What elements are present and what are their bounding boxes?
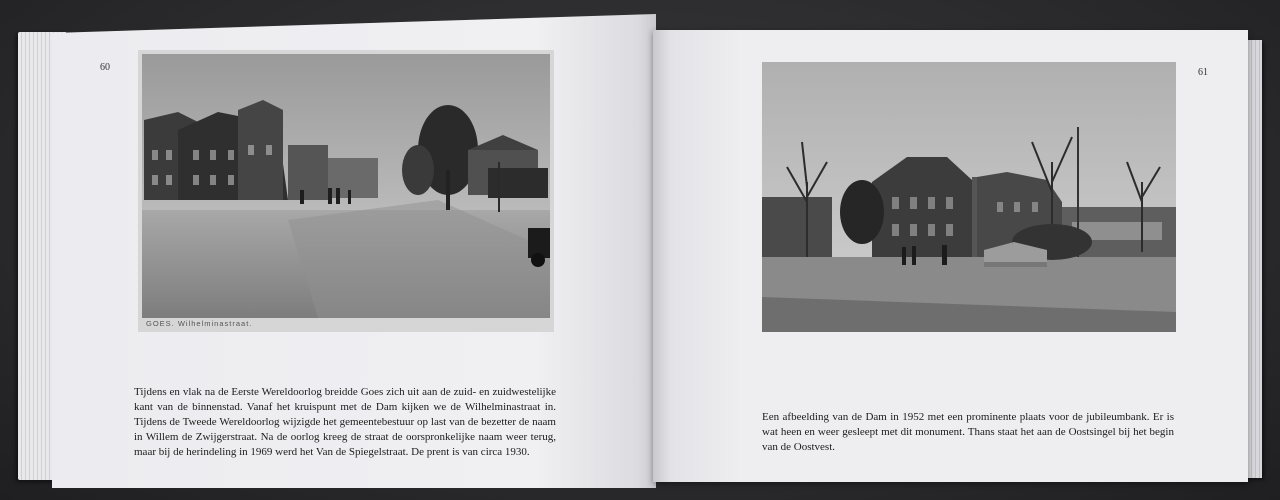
left-page-body-text: Tijdens en vlak na de Eerste Wereldoorlog breidde Goes zich uit aan de zuid- en zuidwestelijke kant van de binnenstad. Vanaf het kruispunt met de Dam kijken we de Wilhelminastraat in. Tijdens de Tweede Wereldoorlog wijzigde het gemeentebestuur op last van de bezetter de naam in Willem de Zwijgerstraat. Na de oorlog kreeg de straat de oorspronkelijke naam weer terug, maar bij de herindeling in 1969 werd het Van de Spiegelstraat. De prent is van circa 1930. bbox=[134, 386, 556, 458]
left-page-number: 60 bbox=[100, 62, 110, 73]
left-photo-street-scene bbox=[138, 50, 554, 332]
right-page-number: 61 bbox=[1198, 67, 1208, 78]
left-photo-caption: GOES. Wilhelminastraat. bbox=[146, 319, 253, 328]
right-photo-square-monument bbox=[762, 62, 1176, 332]
right-page-body-text: Een afbeelding van de Dam in 1952 met een prominente plaats voor de jubileumbank. Er is wat heen en weer gesleept met dit monument. Thans staat het aan de Oostsingel bij het begin van de Oostvest. bbox=[762, 411, 1174, 453]
